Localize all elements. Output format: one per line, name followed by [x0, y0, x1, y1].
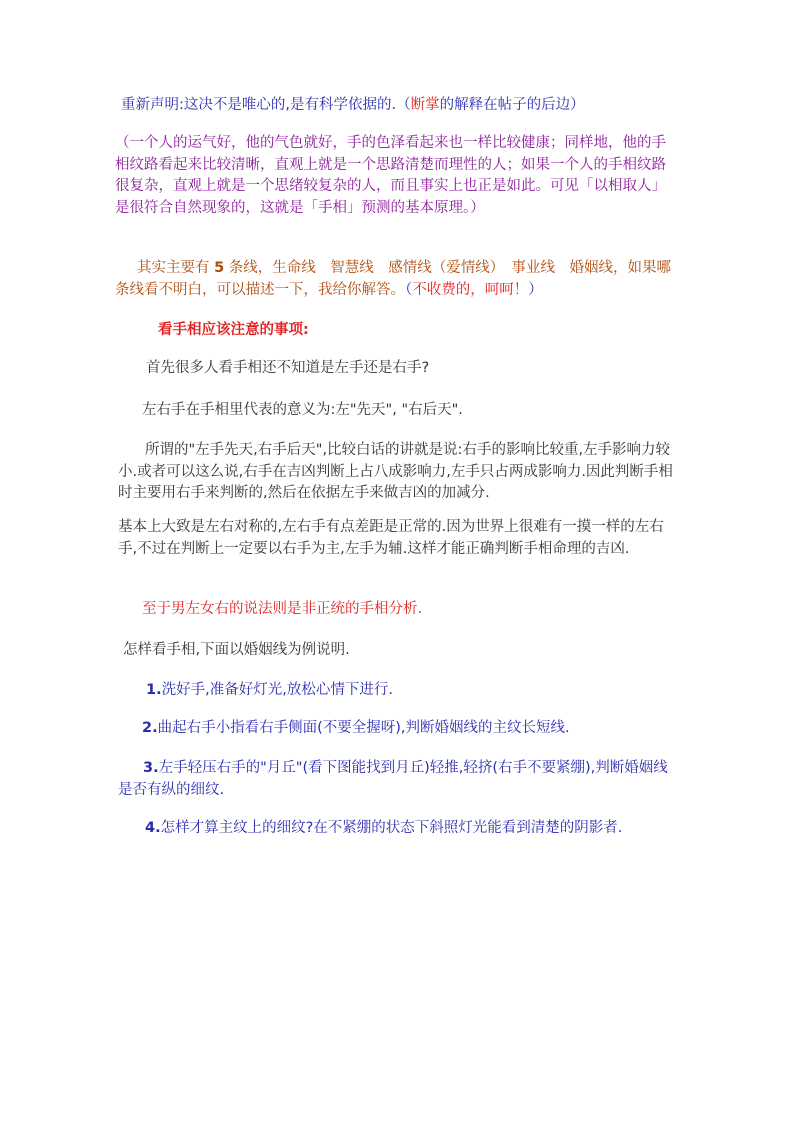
- step-1-text: 洗好手,准备好灯光,放松心情下进行.: [161, 682, 393, 698]
- step-1-number: 1.: [146, 682, 162, 698]
- lines-count: 5: [214, 260, 225, 276]
- step-3-number: 3.: [143, 760, 159, 776]
- step-2: [142, 718, 697, 740]
- statement-text-end: 的解释在帖子的后边）: [439, 97, 585, 113]
- notes-heading: 看手相应该注意的事项:: [158, 322, 309, 338]
- free-note-close: ）: [528, 281, 543, 298]
- step-2-number: 2.: [142, 720, 158, 736]
- intro-paragraph: （一个人的运气好，他的气色就好，手的色泽看起来也一样比较健康；同样地，他的手相纹路看起来比较清晰，直观上就是一个思路清楚而理性的人；如果一个人的手相纹路很复杂，直观上就是一个思绪较复杂的人，而且事实上也正是如此。可见「以相取人」是很符合自然现象的，这就是「手相」预测的基本原理。）: [115, 135, 666, 216]
- gender-note: 至于男左女右的说法则是非正统的手相分析.: [142, 601, 423, 617]
- question-line: 首先很多人看手相还不知道是左手还是右手?: [146, 360, 430, 376]
- step-4-number: 4.: [145, 820, 161, 836]
- step-4-text: 怎样才算主纹上的细纹?在不紧绷的状态下斜照灯光能看到清楚的阴影者.: [160, 820, 623, 836]
- statement-line: [121, 95, 676, 117]
- meaning-line: 左右手在手相里代表的意义为:左"先天", "右后天".: [142, 402, 463, 418]
- how-to-line: 怎样看手相,下面以婚姻线为例说明.: [123, 642, 350, 658]
- statement-text: 重新声明:这决不是唯心的,是有科学依据的.（: [121, 97, 411, 113]
- free-note: 不收费的，呵呵！: [412, 281, 529, 298]
- lines-paragraph: [115, 258, 680, 301]
- symmetry-paragraph: 基本上大致是左右对称的,左右手有点差距是正常的.因为世界上很难有一摸一样的左右手,不过在判断上一定要以右手为主,左手为辅.这样才能正确判断手相命理的吉凶.: [118, 519, 664, 557]
- step-1: [146, 680, 701, 702]
- step-3-text: 左手轻压右手的"月丘"(看下图能找到月丘)轻推,轻挤(右手不要紧绷),判断婚姻线是否有纵的细纹.: [118, 760, 668, 798]
- free-note-open: （: [405, 281, 413, 298]
- lines-prefix: 其实主要有: [137, 260, 215, 276]
- explanation-paragraph: 所谓的"左手先天,右手后天",比较白话的讲就是说:右手的影响比较重,左手影响力较小.或者可以这么说,右手在吉凶判断上占八成影响力,左手只占两成影响力.因此判断手相时主要用右手来判断的,然后在依据左手来做吉凶的加减分.: [118, 442, 673, 501]
- step-3: [118, 758, 678, 801]
- step-4: [145, 818, 685, 840]
- statement-highlight: 断掌: [410, 97, 440, 113]
- lines-suffix: 条线，生命线 智慧线 感情线（爱情线） 事业线 婚姻线，如果哪条线看不明白，可以描述一下，我给你解答。: [115, 260, 672, 298]
- step-2-text: 曲起右手小指看右手侧面(不要全握呀),判断婚姻线的主纹长短线.: [157, 720, 570, 736]
